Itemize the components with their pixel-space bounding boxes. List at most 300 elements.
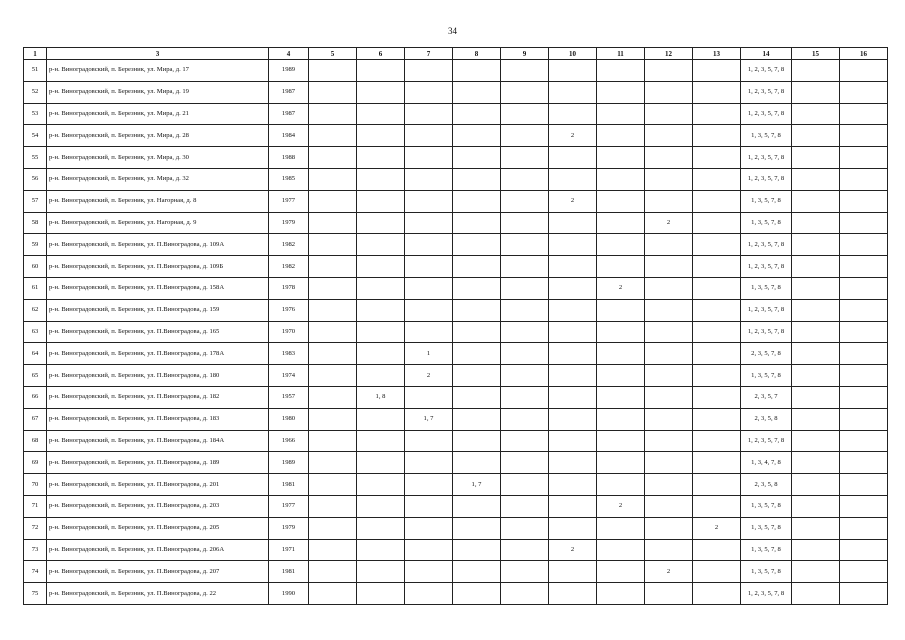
col-6-cell bbox=[357, 474, 405, 496]
col-13-cell bbox=[693, 168, 741, 190]
col-7-cell: 1 bbox=[405, 343, 453, 365]
col-7-cell: 1, 7 bbox=[405, 408, 453, 430]
col-15-cell bbox=[792, 365, 840, 387]
address-cell: р-н. Виноградовский, п. Березник, ул. П.Виноградова, д. 206А bbox=[47, 539, 269, 561]
address-cell: р-н. Виноградовский, п. Березник, ул. П.Виноградова, д. 184А bbox=[47, 430, 269, 452]
col-15-cell bbox=[792, 474, 840, 496]
col-5-cell bbox=[309, 256, 357, 278]
col-15-cell bbox=[792, 430, 840, 452]
col-13-cell bbox=[693, 539, 741, 561]
col-16-cell bbox=[840, 277, 888, 299]
col-8-cell bbox=[453, 386, 501, 408]
col-5-cell bbox=[309, 365, 357, 387]
year-cell: 1980 bbox=[269, 408, 309, 430]
col-5-cell bbox=[309, 561, 357, 583]
col-13-cell bbox=[693, 125, 741, 147]
address-cell: р-н. Виноградовский, п. Березник, ул. П.Виноградова, д. 182 bbox=[47, 386, 269, 408]
col-16-cell bbox=[840, 168, 888, 190]
col-15-cell bbox=[792, 147, 840, 169]
col-8-cell bbox=[453, 452, 501, 474]
col-6-cell bbox=[357, 583, 405, 605]
col-16-cell bbox=[840, 60, 888, 82]
row-number-cell: 71 bbox=[24, 495, 47, 517]
col-10-cell bbox=[549, 343, 597, 365]
col-8-cell bbox=[453, 539, 501, 561]
row-number-cell: 51 bbox=[24, 60, 47, 82]
col-10-cell: 2 bbox=[549, 125, 597, 147]
col-10-cell bbox=[549, 365, 597, 387]
col-6-cell bbox=[357, 190, 405, 212]
address-cell: р-н. Виноградовский, п. Березник, ул. П.Виноградова, д. 109А bbox=[47, 234, 269, 256]
col-10-cell: 2 bbox=[549, 190, 597, 212]
col-15-cell bbox=[792, 299, 840, 321]
col-8-cell bbox=[453, 256, 501, 278]
col-12-cell bbox=[645, 408, 693, 430]
col-7-cell: 2 bbox=[405, 365, 453, 387]
table-row bbox=[24, 430, 888, 452]
col-7-cell bbox=[405, 277, 453, 299]
col-9-cell bbox=[501, 81, 549, 103]
col-14-cell: 1, 3, 5, 7, 8 bbox=[741, 190, 792, 212]
row-number-cell: 62 bbox=[24, 299, 47, 321]
col-16-cell bbox=[840, 212, 888, 234]
col-11-cell bbox=[597, 408, 645, 430]
column-header: 4 bbox=[269, 48, 309, 60]
table-row bbox=[24, 321, 888, 343]
col-16-cell bbox=[840, 539, 888, 561]
col-16-cell bbox=[840, 408, 888, 430]
table-row bbox=[24, 60, 888, 82]
col-7-cell bbox=[405, 103, 453, 125]
col-13-cell bbox=[693, 81, 741, 103]
col-9-cell bbox=[501, 190, 549, 212]
col-6-cell bbox=[357, 365, 405, 387]
address-cell: р-н. Виноградовский, п. Березник, ул. Мира, д. 28 bbox=[47, 125, 269, 147]
table-row bbox=[24, 299, 888, 321]
col-14-cell: 1, 2, 3, 5, 7, 8 bbox=[741, 103, 792, 125]
col-15-cell bbox=[792, 81, 840, 103]
col-6-cell bbox=[357, 539, 405, 561]
col-13-cell bbox=[693, 103, 741, 125]
col-5-cell bbox=[309, 343, 357, 365]
col-15-cell bbox=[792, 408, 840, 430]
col-16-cell bbox=[840, 452, 888, 474]
column-header: 15 bbox=[792, 48, 840, 60]
year-cell: 1978 bbox=[269, 277, 309, 299]
column-header: 7 bbox=[405, 48, 453, 60]
col-5-cell bbox=[309, 408, 357, 430]
col-14-cell: 1, 3, 5, 7, 8 bbox=[741, 365, 792, 387]
col-9-cell bbox=[501, 517, 549, 539]
col-6-cell bbox=[357, 277, 405, 299]
col-14-cell: 1, 2, 3, 5, 7, 8 bbox=[741, 256, 792, 278]
col-5-cell bbox=[309, 583, 357, 605]
col-13-cell bbox=[693, 386, 741, 408]
col-9-cell bbox=[501, 234, 549, 256]
col-13-cell bbox=[693, 343, 741, 365]
col-9-cell bbox=[501, 321, 549, 343]
col-9-cell bbox=[501, 386, 549, 408]
address-cell: р-н. Виноградовский, п. Березник, ул. П.Виноградова, д. 22 bbox=[47, 583, 269, 605]
col-5-cell bbox=[309, 386, 357, 408]
year-cell: 1976 bbox=[269, 299, 309, 321]
col-14-cell: 1, 2, 3, 5, 7, 8 bbox=[741, 583, 792, 605]
col-8-cell bbox=[453, 125, 501, 147]
col-16-cell bbox=[840, 256, 888, 278]
year-cell: 1989 bbox=[269, 60, 309, 82]
table-row bbox=[24, 277, 888, 299]
col-11-cell bbox=[597, 561, 645, 583]
register-table bbox=[23, 47, 888, 605]
year-cell: 1987 bbox=[269, 103, 309, 125]
col-8-cell bbox=[453, 190, 501, 212]
table-row bbox=[24, 234, 888, 256]
row-number-cell: 67 bbox=[24, 408, 47, 430]
table-row bbox=[24, 517, 888, 539]
col-5-cell bbox=[309, 321, 357, 343]
col-5-cell bbox=[309, 277, 357, 299]
col-12-cell bbox=[645, 277, 693, 299]
col-11-cell bbox=[597, 452, 645, 474]
col-11-cell bbox=[597, 147, 645, 169]
address-cell: р-н. Виноградовский, п. Березник, ул. Мира, д. 30 bbox=[47, 147, 269, 169]
col-16-cell bbox=[840, 234, 888, 256]
header-row bbox=[24, 48, 888, 60]
col-12-cell bbox=[645, 386, 693, 408]
col-7-cell bbox=[405, 256, 453, 278]
col-13-cell bbox=[693, 190, 741, 212]
table-row bbox=[24, 495, 888, 517]
col-13-cell bbox=[693, 299, 741, 321]
col-12-cell bbox=[645, 234, 693, 256]
column-header: 14 bbox=[741, 48, 792, 60]
col-13-cell bbox=[693, 234, 741, 256]
column-header: 8 bbox=[453, 48, 501, 60]
row-number-cell: 66 bbox=[24, 386, 47, 408]
table-row bbox=[24, 365, 888, 387]
col-9-cell bbox=[501, 168, 549, 190]
col-14-cell: 1, 2, 3, 5, 7, 8 bbox=[741, 321, 792, 343]
col-12-cell bbox=[645, 430, 693, 452]
col-12-cell bbox=[645, 452, 693, 474]
col-13-cell: 2 bbox=[693, 517, 741, 539]
address-cell: р-н. Виноградовский, п. Березник, ул. П.Виноградова, д. 203 bbox=[47, 495, 269, 517]
row-number-cell: 63 bbox=[24, 321, 47, 343]
col-14-cell: 1, 2, 3, 5, 7, 8 bbox=[741, 299, 792, 321]
table-row bbox=[24, 452, 888, 474]
col-15-cell bbox=[792, 277, 840, 299]
col-7-cell bbox=[405, 452, 453, 474]
col-6-cell bbox=[357, 60, 405, 82]
col-9-cell bbox=[501, 561, 549, 583]
col-9-cell bbox=[501, 408, 549, 430]
col-14-cell: 1, 3, 5, 7, 8 bbox=[741, 277, 792, 299]
col-5-cell bbox=[309, 452, 357, 474]
col-8-cell bbox=[453, 321, 501, 343]
col-9-cell bbox=[501, 256, 549, 278]
table-body bbox=[24, 60, 888, 605]
col-12-cell bbox=[645, 190, 693, 212]
year-cell: 1988 bbox=[269, 147, 309, 169]
col-10-cell bbox=[549, 517, 597, 539]
col-11-cell bbox=[597, 81, 645, 103]
col-8-cell bbox=[453, 408, 501, 430]
col-11-cell bbox=[597, 517, 645, 539]
col-8-cell bbox=[453, 583, 501, 605]
col-15-cell bbox=[792, 386, 840, 408]
col-14-cell: 1, 3, 5, 7, 8 bbox=[741, 517, 792, 539]
col-8-cell bbox=[453, 168, 501, 190]
col-5-cell bbox=[309, 474, 357, 496]
col-12-cell bbox=[645, 495, 693, 517]
col-15-cell bbox=[792, 60, 840, 82]
col-12-cell bbox=[645, 583, 693, 605]
col-12-cell bbox=[645, 365, 693, 387]
col-14-cell: 2, 3, 5, 8 bbox=[741, 408, 792, 430]
table-row bbox=[24, 190, 888, 212]
year-cell: 1983 bbox=[269, 343, 309, 365]
col-10-cell bbox=[549, 212, 597, 234]
col-14-cell: 1, 3, 5, 7, 8 bbox=[741, 212, 792, 234]
col-11-cell bbox=[597, 60, 645, 82]
col-5-cell bbox=[309, 495, 357, 517]
row-number-cell: 55 bbox=[24, 147, 47, 169]
col-7-cell bbox=[405, 495, 453, 517]
col-12-cell bbox=[645, 168, 693, 190]
col-7-cell bbox=[405, 234, 453, 256]
address-cell: р-н. Виноградовский, п. Березник, ул. П.Виноградова, д. 205 bbox=[47, 517, 269, 539]
table-row bbox=[24, 343, 888, 365]
col-12-cell bbox=[645, 256, 693, 278]
col-11-cell bbox=[597, 321, 645, 343]
col-7-cell bbox=[405, 125, 453, 147]
col-15-cell bbox=[792, 517, 840, 539]
col-14-cell: 1, 2, 3, 5, 7, 8 bbox=[741, 81, 792, 103]
table-row bbox=[24, 386, 888, 408]
row-number-cell: 59 bbox=[24, 234, 47, 256]
col-5-cell bbox=[309, 60, 357, 82]
row-number-cell: 54 bbox=[24, 125, 47, 147]
col-10-cell bbox=[549, 386, 597, 408]
row-number-cell: 75 bbox=[24, 583, 47, 605]
table-row bbox=[24, 212, 888, 234]
col-11-cell bbox=[597, 125, 645, 147]
col-7-cell bbox=[405, 583, 453, 605]
col-11-cell bbox=[597, 234, 645, 256]
col-6-cell bbox=[357, 299, 405, 321]
col-12-cell bbox=[645, 517, 693, 539]
col-13-cell bbox=[693, 147, 741, 169]
col-5-cell bbox=[309, 234, 357, 256]
address-cell: р-н. Виноградовский, п. Березник, ул. Мира, д. 19 bbox=[47, 81, 269, 103]
col-9-cell bbox=[501, 103, 549, 125]
col-10-cell bbox=[549, 277, 597, 299]
col-15-cell bbox=[792, 103, 840, 125]
col-12-cell bbox=[645, 147, 693, 169]
col-15-cell bbox=[792, 212, 840, 234]
col-8-cell bbox=[453, 430, 501, 452]
col-16-cell bbox=[840, 103, 888, 125]
year-cell: 1957 bbox=[269, 386, 309, 408]
col-12-cell bbox=[645, 60, 693, 82]
col-5-cell bbox=[309, 81, 357, 103]
col-8-cell bbox=[453, 81, 501, 103]
col-10-cell bbox=[549, 583, 597, 605]
address-cell: р-н. Виноградовский, п. Березник, ул. Мира, д. 32 bbox=[47, 168, 269, 190]
col-5-cell bbox=[309, 190, 357, 212]
address-cell: р-н. Виноградовский, п. Березник, ул. Мира, д. 21 bbox=[47, 103, 269, 125]
col-13-cell bbox=[693, 452, 741, 474]
column-header: 3 bbox=[47, 48, 269, 60]
col-8-cell bbox=[453, 343, 501, 365]
col-12-cell: 2 bbox=[645, 212, 693, 234]
col-16-cell bbox=[840, 147, 888, 169]
address-cell: р-н. Виноградовский, п. Березник, ул. Нагорная, д. 8 bbox=[47, 190, 269, 212]
col-8-cell: 1, 7 bbox=[453, 474, 501, 496]
col-14-cell: 1, 3, 5, 7, 8 bbox=[741, 539, 792, 561]
col-13-cell bbox=[693, 474, 741, 496]
year-cell: 1987 bbox=[269, 81, 309, 103]
col-7-cell bbox=[405, 539, 453, 561]
column-header: 16 bbox=[840, 48, 888, 60]
column-header: 1 bbox=[24, 48, 47, 60]
col-8-cell bbox=[453, 147, 501, 169]
col-16-cell bbox=[840, 386, 888, 408]
year-cell: 1979 bbox=[269, 517, 309, 539]
column-header: 12 bbox=[645, 48, 693, 60]
address-cell: р-н. Виноградовский, п. Березник, ул. П.Виноградова, д. 207 bbox=[47, 561, 269, 583]
col-10-cell bbox=[549, 103, 597, 125]
col-14-cell: 1, 3, 4, 7, 8 bbox=[741, 452, 792, 474]
col-11-cell: 2 bbox=[597, 277, 645, 299]
col-9-cell bbox=[501, 212, 549, 234]
col-15-cell bbox=[792, 539, 840, 561]
col-12-cell bbox=[645, 474, 693, 496]
address-cell: р-н. Виноградовский, п. Березник, ул. П.Виноградова, д. 189 bbox=[47, 452, 269, 474]
col-13-cell bbox=[693, 583, 741, 605]
col-6-cell bbox=[357, 168, 405, 190]
col-10-cell bbox=[549, 452, 597, 474]
col-12-cell bbox=[645, 321, 693, 343]
col-16-cell bbox=[840, 125, 888, 147]
year-cell: 1977 bbox=[269, 495, 309, 517]
col-6-cell bbox=[357, 430, 405, 452]
row-number-cell: 68 bbox=[24, 430, 47, 452]
col-15-cell bbox=[792, 452, 840, 474]
col-16-cell bbox=[840, 583, 888, 605]
col-12-cell bbox=[645, 299, 693, 321]
col-14-cell: 2, 3, 5, 7, 8 bbox=[741, 343, 792, 365]
col-16-cell bbox=[840, 299, 888, 321]
year-cell: 1974 bbox=[269, 365, 309, 387]
year-cell: 1984 bbox=[269, 125, 309, 147]
col-11-cell bbox=[597, 430, 645, 452]
col-8-cell bbox=[453, 277, 501, 299]
col-16-cell bbox=[840, 81, 888, 103]
col-8-cell bbox=[453, 60, 501, 82]
col-6-cell bbox=[357, 212, 405, 234]
col-7-cell bbox=[405, 212, 453, 234]
col-15-cell bbox=[792, 125, 840, 147]
col-16-cell bbox=[840, 321, 888, 343]
col-7-cell bbox=[405, 321, 453, 343]
col-15-cell bbox=[792, 583, 840, 605]
col-5-cell bbox=[309, 125, 357, 147]
col-7-cell bbox=[405, 168, 453, 190]
col-8-cell bbox=[453, 495, 501, 517]
col-6-cell bbox=[357, 517, 405, 539]
col-10-cell bbox=[549, 561, 597, 583]
col-5-cell bbox=[309, 168, 357, 190]
col-6-cell bbox=[357, 147, 405, 169]
year-cell: 1977 bbox=[269, 190, 309, 212]
col-9-cell bbox=[501, 474, 549, 496]
col-15-cell bbox=[792, 168, 840, 190]
col-11-cell bbox=[597, 583, 645, 605]
col-6-cell: 1, 8 bbox=[357, 386, 405, 408]
col-6-cell bbox=[357, 125, 405, 147]
col-11-cell bbox=[597, 539, 645, 561]
col-5-cell bbox=[309, 517, 357, 539]
col-9-cell bbox=[501, 299, 549, 321]
col-12-cell bbox=[645, 81, 693, 103]
col-15-cell bbox=[792, 190, 840, 212]
row-number-cell: 58 bbox=[24, 212, 47, 234]
address-cell: р-н. Виноградовский, п. Березник, ул. П.Виноградова, д. 109Б bbox=[47, 256, 269, 278]
year-cell: 1981 bbox=[269, 474, 309, 496]
col-6-cell bbox=[357, 234, 405, 256]
col-11-cell: 2 bbox=[597, 495, 645, 517]
col-14-cell: 1, 2, 3, 5, 7, 8 bbox=[741, 234, 792, 256]
col-14-cell: 2, 3, 5, 7 bbox=[741, 386, 792, 408]
table-row bbox=[24, 256, 888, 278]
row-number-cell: 65 bbox=[24, 365, 47, 387]
col-16-cell bbox=[840, 430, 888, 452]
col-16-cell bbox=[840, 517, 888, 539]
col-14-cell: 1, 2, 3, 5, 7, 8 bbox=[741, 430, 792, 452]
col-13-cell bbox=[693, 256, 741, 278]
col-14-cell: 1, 2, 3, 5, 7, 8 bbox=[741, 147, 792, 169]
col-15-cell bbox=[792, 343, 840, 365]
col-7-cell bbox=[405, 190, 453, 212]
col-8-cell bbox=[453, 212, 501, 234]
row-number-cell: 56 bbox=[24, 168, 47, 190]
row-number-cell: 72 bbox=[24, 517, 47, 539]
address-cell: р-н. Виноградовский, п. Березник, ул. П.Виноградова, д. 165 bbox=[47, 321, 269, 343]
col-10-cell bbox=[549, 60, 597, 82]
column-header: 5 bbox=[309, 48, 357, 60]
col-10-cell bbox=[549, 81, 597, 103]
col-13-cell bbox=[693, 60, 741, 82]
address-cell: р-н. Виноградовский, п. Березник, ул. П.Виноградова, д. 159 bbox=[47, 299, 269, 321]
row-number-cell: 74 bbox=[24, 561, 47, 583]
col-7-cell bbox=[405, 60, 453, 82]
col-15-cell bbox=[792, 495, 840, 517]
col-9-cell bbox=[501, 539, 549, 561]
col-14-cell: 2, 3, 5, 8 bbox=[741, 474, 792, 496]
row-number-cell: 61 bbox=[24, 277, 47, 299]
col-5-cell bbox=[309, 299, 357, 321]
col-11-cell bbox=[597, 299, 645, 321]
col-16-cell bbox=[840, 343, 888, 365]
table-row bbox=[24, 539, 888, 561]
col-16-cell bbox=[840, 561, 888, 583]
col-7-cell bbox=[405, 147, 453, 169]
col-8-cell bbox=[453, 299, 501, 321]
column-header: 9 bbox=[501, 48, 549, 60]
col-13-cell bbox=[693, 365, 741, 387]
address-cell: р-н. Виноградовский, п. Березник, ул. П.Виноградова, д. 178А bbox=[47, 343, 269, 365]
